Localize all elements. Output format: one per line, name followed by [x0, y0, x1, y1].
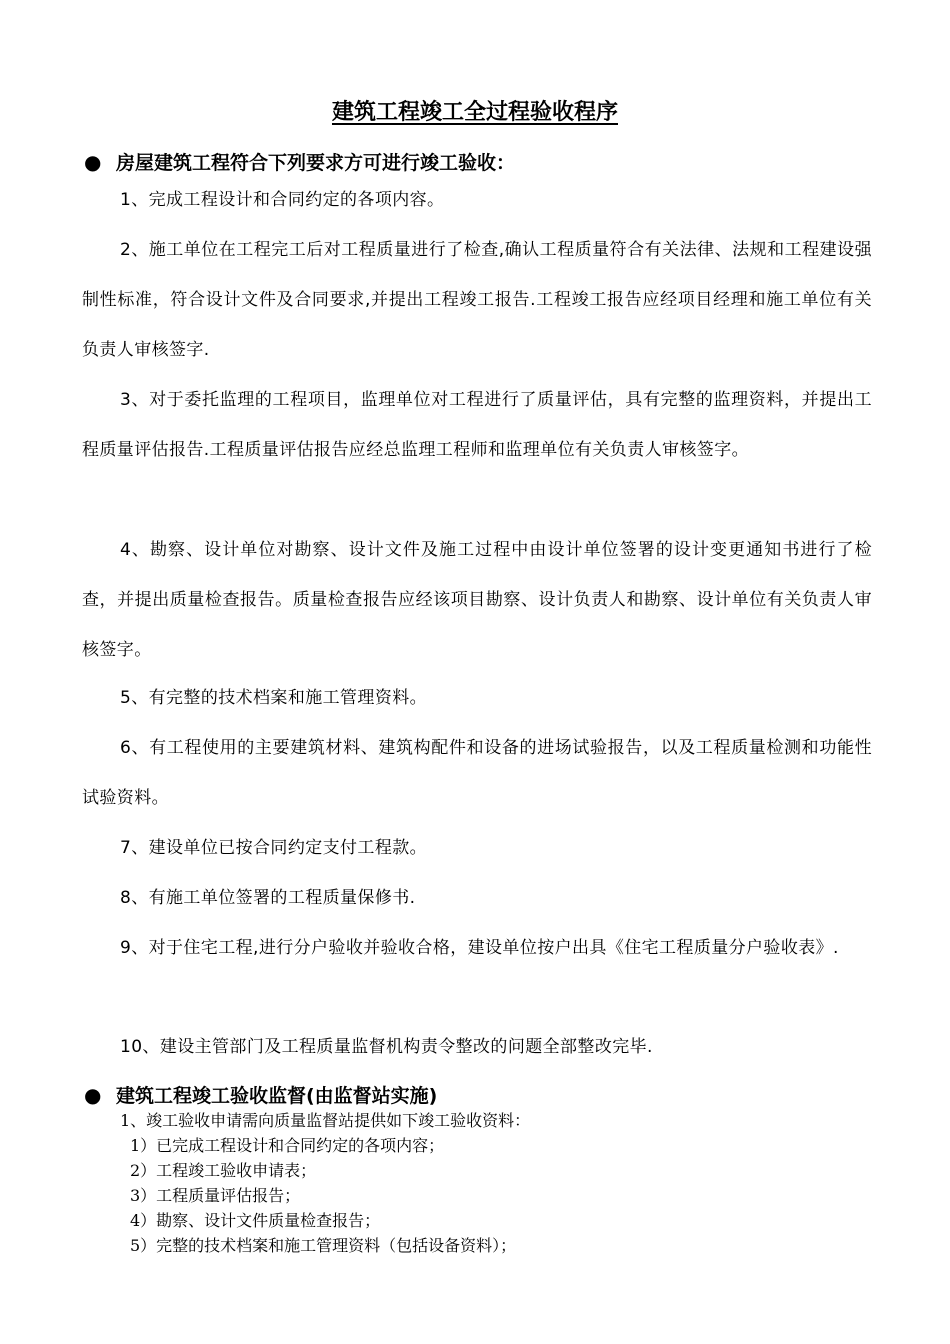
section2-list-item: 4）勘察、设计文件质量检查报告；	[130, 1211, 381, 1230]
section1-item-6: 6、有工程使用的主要建筑材料、建筑构配件和设备的进场试验报告，以及工程质量检测和功能性试验资料。	[82, 738, 872, 808]
section1-item-3: 3、对于委托监理的工程项目，监理单位对工程进行了质量评估，具有完整的监理资料，并提出工程质量评估报告.工程质量评估报告应经总监理工程师和监理单位有关负责人审核签字。	[82, 390, 872, 460]
section2-list-item: 5）完整的技术档案和施工管理资料（包括设备资料）；	[130, 1236, 517, 1255]
section1-item-8: 8、有施工单位签署的工程质量保修书.	[120, 888, 416, 908]
section2-list-item: 3）工程质量评估报告；	[130, 1186, 301, 1205]
section1-heading-text: 房屋建筑工程符合下列要求方可进行竣工验收：	[116, 152, 516, 174]
section1-item-4: 4、勘察、设计单位对勘察、设计文件及施工过程中由设计单位签署的设计变更通知书进行了检查，并提出质量检查报告。质量检查报告应经该项目勘察、设计负责人和勘察、设计单位有关负责人审核签字。	[82, 540, 872, 660]
section2-list	[130, 1133, 830, 1258]
section1-item-9: 9、对于住宅工程,进行分户验收并验收合格，建设单位按户出具《住宅工程质量分户验收表》.	[120, 938, 839, 958]
section2-heading	[84, 1080, 884, 1111]
bullet-icon: ●	[84, 150, 102, 174]
section2-heading-text: 建筑工程竣工验收监督(由监督站实施)	[116, 1085, 438, 1107]
section2-list-item: 1）已完成工程设计和合同约定的各项内容；	[130, 1136, 445, 1155]
section1-item-10: 10、建设主管部门及工程质量监督机构责令整改的问题全部整改完毕.	[120, 1037, 653, 1057]
bullet-icon: ●	[84, 1083, 102, 1107]
document-title-text: 建筑工程竣工全过程验收程序	[331, 100, 618, 125]
section1-item-5: 5、有完整的技术档案和施工管理资料。	[120, 688, 428, 708]
section2-list-item: 2）工程竣工验收申请表；	[130, 1161, 317, 1180]
section2-intro: 1、竣工验收申请需向质量监督站提供如下竣工验收资料：	[120, 1111, 531, 1130]
section1-item-7: 7、建设单位已按合同约定支付工程款。	[120, 838, 428, 858]
document-title	[0, 96, 950, 130]
section1-item-1: 1、完成工程设计和合同约定的各项内容。	[120, 190, 445, 210]
section1-item-2: 2、施工单位在工程完工后对工程质量进行了检查,确认工程质量符合有关法律、法规和工程建设强制性标准，符合设计文件及合同要求,并提出工程竣工报告.工程竣工报告应经项目经理和施工单位有关负责人审核签字.	[82, 240, 872, 360]
section1-heading	[84, 147, 884, 178]
